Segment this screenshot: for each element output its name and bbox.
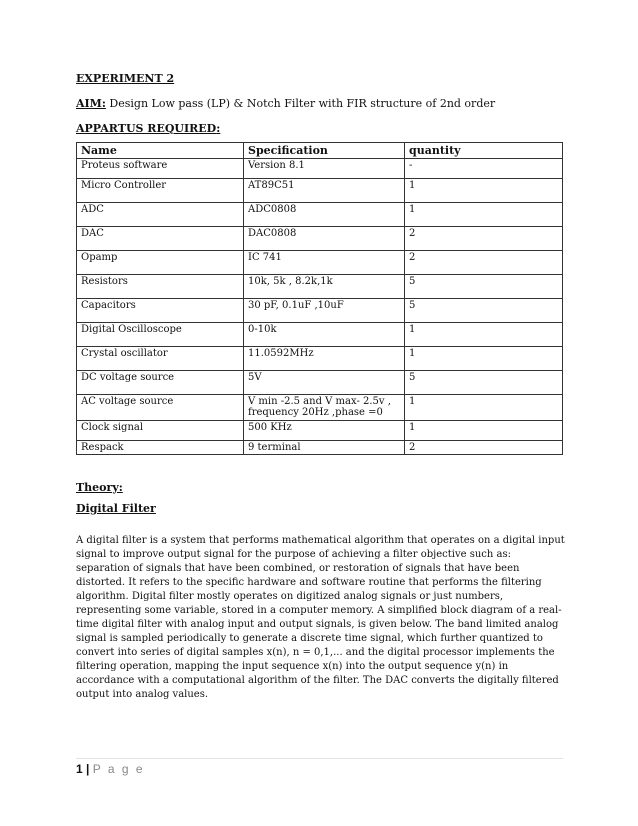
cell-name: AC voltage source [77, 395, 244, 421]
cell-quantity: 2 [405, 251, 563, 275]
page-footer [76, 758, 563, 776]
table-row [77, 251, 563, 275]
table-row [77, 421, 563, 441]
cell-name: Respack [77, 441, 244, 455]
cell-specification: Version 8.1 [244, 159, 405, 179]
apparatus-heading [76, 122, 220, 135]
cell-name: Crystal oscillator [77, 347, 244, 371]
table-row [77, 203, 563, 227]
cell-specification: 30 pF, 0.1uF ,10uF [244, 299, 405, 323]
header-specification: Specification [244, 143, 405, 159]
footer-separator: | [82, 762, 93, 776]
aim-label: AIM: [76, 97, 106, 110]
table-body [77, 159, 563, 455]
theory-paragraph: A digital filter is a system that performs mathematical algorithm that operates on a digital input signal to improve output signal for the purpose of achieving a filter objective such as: separation of signals that have been combined, or restoration of signals that have been distorted. It refers to the specific hardware and software routine that performs the filtering algorithm. Digital filter mostly operates on digitized analog signals or just numbers, representing some variable, stored in a computer memory. A simplified block diagram of a real-time digital filter with analog input and output signals, is given below. The band limited analog signal is sampled periodically to generate a discrete time signal, which further quantized to convert into series of digital samples x(n), n = 0,1,... and the digital processor implements the filtering operation, mapping the input sequence x(n) into the output sequence y(n) in accordance with a computational algorithm of the filter. The DAC converts the digitally filtered output into analog values. [76, 535, 565, 700]
cell-quantity: - [405, 159, 563, 179]
header-quantity: quantity [405, 143, 563, 159]
table-row [77, 347, 563, 371]
cell-quantity: 5 [405, 275, 563, 299]
cell-name: Resistors [77, 275, 244, 299]
experiment-title: EXPERIMENT 2 [76, 72, 175, 85]
table-row [77, 179, 563, 203]
table-row [77, 371, 563, 395]
cell-name: Proteus software [77, 159, 244, 179]
cell-quantity: 1 [405, 203, 563, 227]
cell-specification: V min -2.5 and V max- 2.5v , frequency 20Hz ,phase =0 [244, 395, 405, 421]
cell-specification: IC 741 [244, 251, 405, 275]
cell-specification: 11.0592MHz [244, 347, 405, 371]
cell-specification: 5V [244, 371, 405, 395]
cell-quantity: 2 [405, 227, 563, 251]
table-header-row [77, 143, 563, 159]
cell-specification: 9 terminal [244, 441, 405, 455]
cell-name: DC voltage source [77, 371, 244, 395]
table-row [77, 323, 563, 347]
cell-quantity: 5 [405, 371, 563, 395]
cell-specification: 10k, 5k , 8.2k,1k [244, 275, 405, 299]
cell-name: Micro Controller [77, 179, 244, 203]
digital-filter-heading: Digital Filter [76, 502, 156, 515]
table-row [77, 395, 563, 421]
cell-name: Digital Oscilloscope [77, 323, 244, 347]
table-row [77, 275, 563, 299]
cell-specification: DAC0808 [244, 227, 405, 251]
apparatus-colon: : [216, 122, 221, 135]
table-row [77, 441, 563, 455]
cell-quantity: 1 [405, 323, 563, 347]
cell-name: Clock signal [77, 421, 244, 441]
apparatus-table [76, 142, 563, 455]
table-row [77, 299, 563, 323]
page-label: P a g e [92, 762, 145, 776]
cell-specification: 0-10k [244, 323, 405, 347]
aim-text: Design Low pass (LP) & Notch Filter with FIR structure of 2nd order [105, 97, 496, 110]
cell-name: ADC [77, 203, 244, 227]
cell-quantity: 1 [405, 421, 563, 441]
cell-quantity: 1 [405, 347, 563, 371]
cell-name: Opamp [77, 251, 244, 275]
aim-line [76, 97, 495, 110]
cell-quantity: 5 [405, 299, 563, 323]
page-number: 1 [76, 762, 83, 776]
cell-specification: ADC0808 [244, 203, 405, 227]
cell-specification: 500 KHz [244, 421, 405, 441]
table-row [77, 159, 563, 179]
table-row [77, 227, 563, 251]
theory-heading: Theory: [76, 481, 123, 494]
cell-specification: AT89C51 [244, 179, 405, 203]
cell-quantity: 1 [405, 395, 563, 421]
cell-quantity: 2 [405, 441, 563, 455]
cell-name: Capacitors [77, 299, 244, 323]
header-name: Name [77, 143, 244, 159]
cell-quantity: 1 [405, 179, 563, 203]
apparatus-heading-text: APPARTUS REQUIRED [76, 122, 217, 135]
cell-name: DAC [77, 227, 244, 251]
